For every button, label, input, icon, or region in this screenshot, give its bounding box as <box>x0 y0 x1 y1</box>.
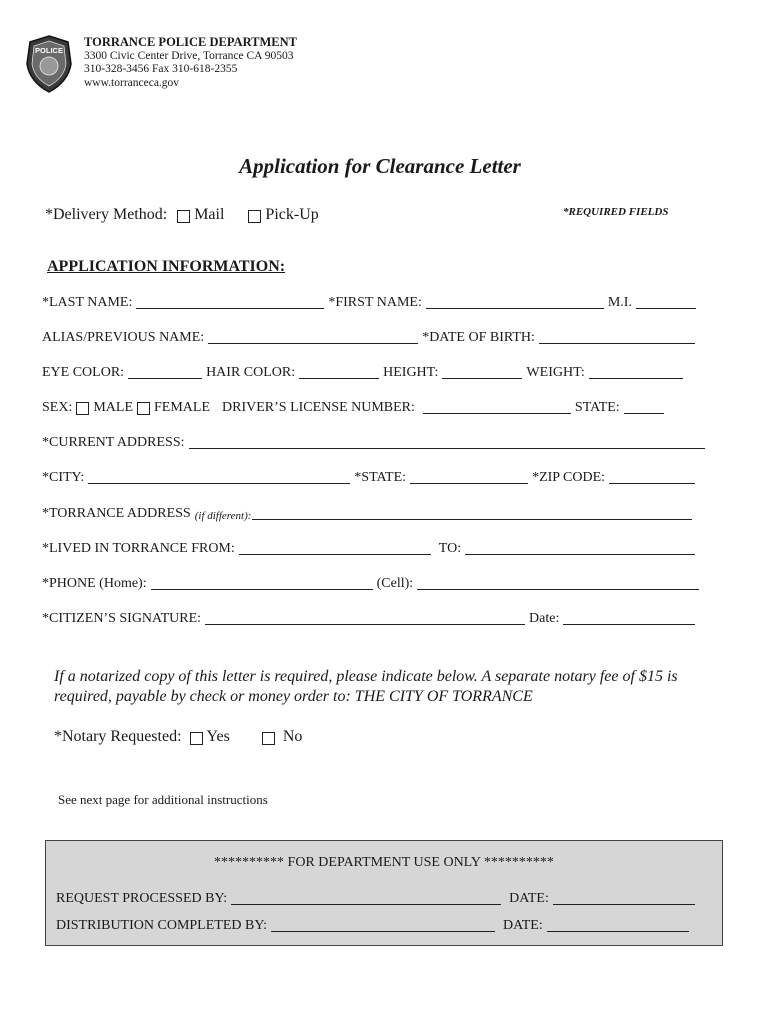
if-different-note: (if different): <box>194 510 252 522</box>
processed-date-label: DATE: <box>509 891 549 906</box>
mi-label: M.I. <box>607 295 632 310</box>
delivery-method-row <box>45 206 319 224</box>
phone-row <box>42 576 703 592</box>
page-title: Application for Clearance Letter <box>239 154 521 178</box>
name-row <box>42 295 700 311</box>
notary-yes-label: Yes <box>206 728 230 745</box>
current-address-row <box>42 435 709 451</box>
notary-label: *Notary Requested: <box>54 728 182 745</box>
lived-in-torrance-row <box>42 541 699 557</box>
current-address-field[interactable] <box>189 436 705 449</box>
processed-by-label: REQUEST PROCESSED BY: <box>56 891 228 906</box>
city-field[interactable] <box>88 471 350 484</box>
male-label: MALE <box>93 400 134 415</box>
eye-color-label: EYE COLOR: <box>42 365 125 380</box>
notary-request-row <box>54 728 302 746</box>
section-title: APPLICATION INFORMATION: <box>47 258 286 275</box>
zip-label: *ZIP CODE: <box>532 470 606 485</box>
processed-date-field[interactable] <box>553 892 695 905</box>
distribution-date-field[interactable] <box>547 919 689 932</box>
alias-field[interactable] <box>208 331 418 344</box>
eye-color-field[interactable] <box>128 366 202 379</box>
signature-row <box>42 611 699 627</box>
male-checkbox[interactable] <box>76 402 89 415</box>
sex-label: SEX: <box>42 400 73 415</box>
female-checkbox[interactable] <box>137 402 150 415</box>
department-use-title: ********** FOR DEPARTMENT USE ONLY ********** <box>214 855 554 870</box>
height-field[interactable] <box>442 366 522 379</box>
lived-to-field[interactable] <box>465 542 695 555</box>
delivery-method-label: *Delivery Method: <box>45 206 168 223</box>
hair-color-field[interactable] <box>299 366 379 379</box>
phone-cell-field[interactable] <box>417 577 699 590</box>
department-use-box <box>45 840 723 946</box>
torrance-address-row <box>42 506 696 522</box>
department-website: www.torranceca.gov <box>84 76 180 89</box>
badge-text: POLICE <box>35 46 63 55</box>
signature-field[interactable] <box>205 612 525 625</box>
state-field[interactable] <box>410 471 528 484</box>
processed-by-field[interactable] <box>231 892 501 905</box>
weight-field[interactable] <box>589 366 683 379</box>
first-name-field[interactable] <box>426 296 604 309</box>
mail-label: Mail <box>194 206 225 223</box>
mail-checkbox[interactable] <box>177 210 190 223</box>
pickup-checkbox[interactable] <box>248 210 261 223</box>
department-phone: 310-328-3456 Fax 310-618-2355 <box>84 63 238 75</box>
license-state-field[interactable] <box>624 401 664 414</box>
notary-yes-checkbox[interactable] <box>190 732 203 745</box>
first-name-label: *FIRST NAME: <box>328 295 422 310</box>
current-address-label: *CURRENT ADDRESS: <box>42 435 185 450</box>
department-header <box>84 36 297 90</box>
mi-field[interactable] <box>636 296 696 309</box>
alias-row <box>42 330 699 346</box>
police-badge-icon <box>24 34 74 94</box>
torrance-address-field[interactable] <box>252 507 692 520</box>
city-label: *CITY: <box>42 470 85 485</box>
drivers-license-field[interactable] <box>423 401 571 414</box>
lived-from-label: *LIVED IN TORRANCE FROM: <box>42 541 235 556</box>
notary-note: If a notarized copy of this letter is required, please indicate below. A separate notary fee of $15 is required, payable by check or money order to: THE CITY OF TORRANCE <box>54 668 678 705</box>
hair-color-label: HAIR COLOR: <box>206 365 296 380</box>
license-state-label: STATE: <box>574 400 620 415</box>
notary-no-checkbox[interactable] <box>262 732 275 745</box>
signature-date-label: Date: <box>529 611 560 626</box>
phone-home-field[interactable] <box>151 577 373 590</box>
distribution-row <box>56 918 693 934</box>
last-name-field[interactable] <box>136 296 324 309</box>
additional-instructions: See next page for additional instructions <box>58 792 268 807</box>
drivers-license-label: DRIVER’S LICENSE NUMBER: <box>222 400 415 415</box>
torrance-address-label: *TORRANCE ADDRESS <box>42 506 191 521</box>
phone-cell-label: (Cell): <box>376 576 414 591</box>
last-name-label: *LAST NAME: <box>42 295 133 310</box>
dob-label: *DATE OF BIRTH: <box>422 330 535 345</box>
distribution-date-label: DATE: <box>503 918 543 933</box>
required-fields-note: *REQUIRED FIELDS <box>563 206 669 218</box>
lived-from-field[interactable] <box>239 542 431 555</box>
notary-no-label: No <box>282 728 303 745</box>
distribution-label: DISTRIBUTION COMPLETED BY: <box>56 918 268 933</box>
phone-home-label: *PHONE (Home): <box>42 576 147 591</box>
physical-row <box>42 365 687 381</box>
dob-field[interactable] <box>539 331 695 344</box>
lived-to-label: TO: <box>438 541 462 556</box>
department-address: 3300 Civic Center Drive, Torrance CA 90503 <box>84 49 294 62</box>
zip-field[interactable] <box>609 471 695 484</box>
signature-date-field[interactable] <box>563 612 695 625</box>
weight-label: WEIGHT: <box>526 365 585 380</box>
pickup-label: Pick-Up <box>265 206 319 223</box>
processed-by-row <box>56 891 699 907</box>
female-label: FEMALE <box>154 400 211 415</box>
signature-label: *CITIZEN’S SIGNATURE: <box>42 611 202 626</box>
state-label: *STATE: <box>354 470 407 485</box>
alias-label: ALIAS/PREVIOUS NAME: <box>42 330 205 345</box>
height-label: HEIGHT: <box>383 365 439 380</box>
department-name: TORRANCE POLICE DEPARTMENT <box>84 35 298 49</box>
sex-license-row <box>42 400 668 416</box>
city-row <box>42 470 699 486</box>
distribution-field[interactable] <box>271 919 495 932</box>
